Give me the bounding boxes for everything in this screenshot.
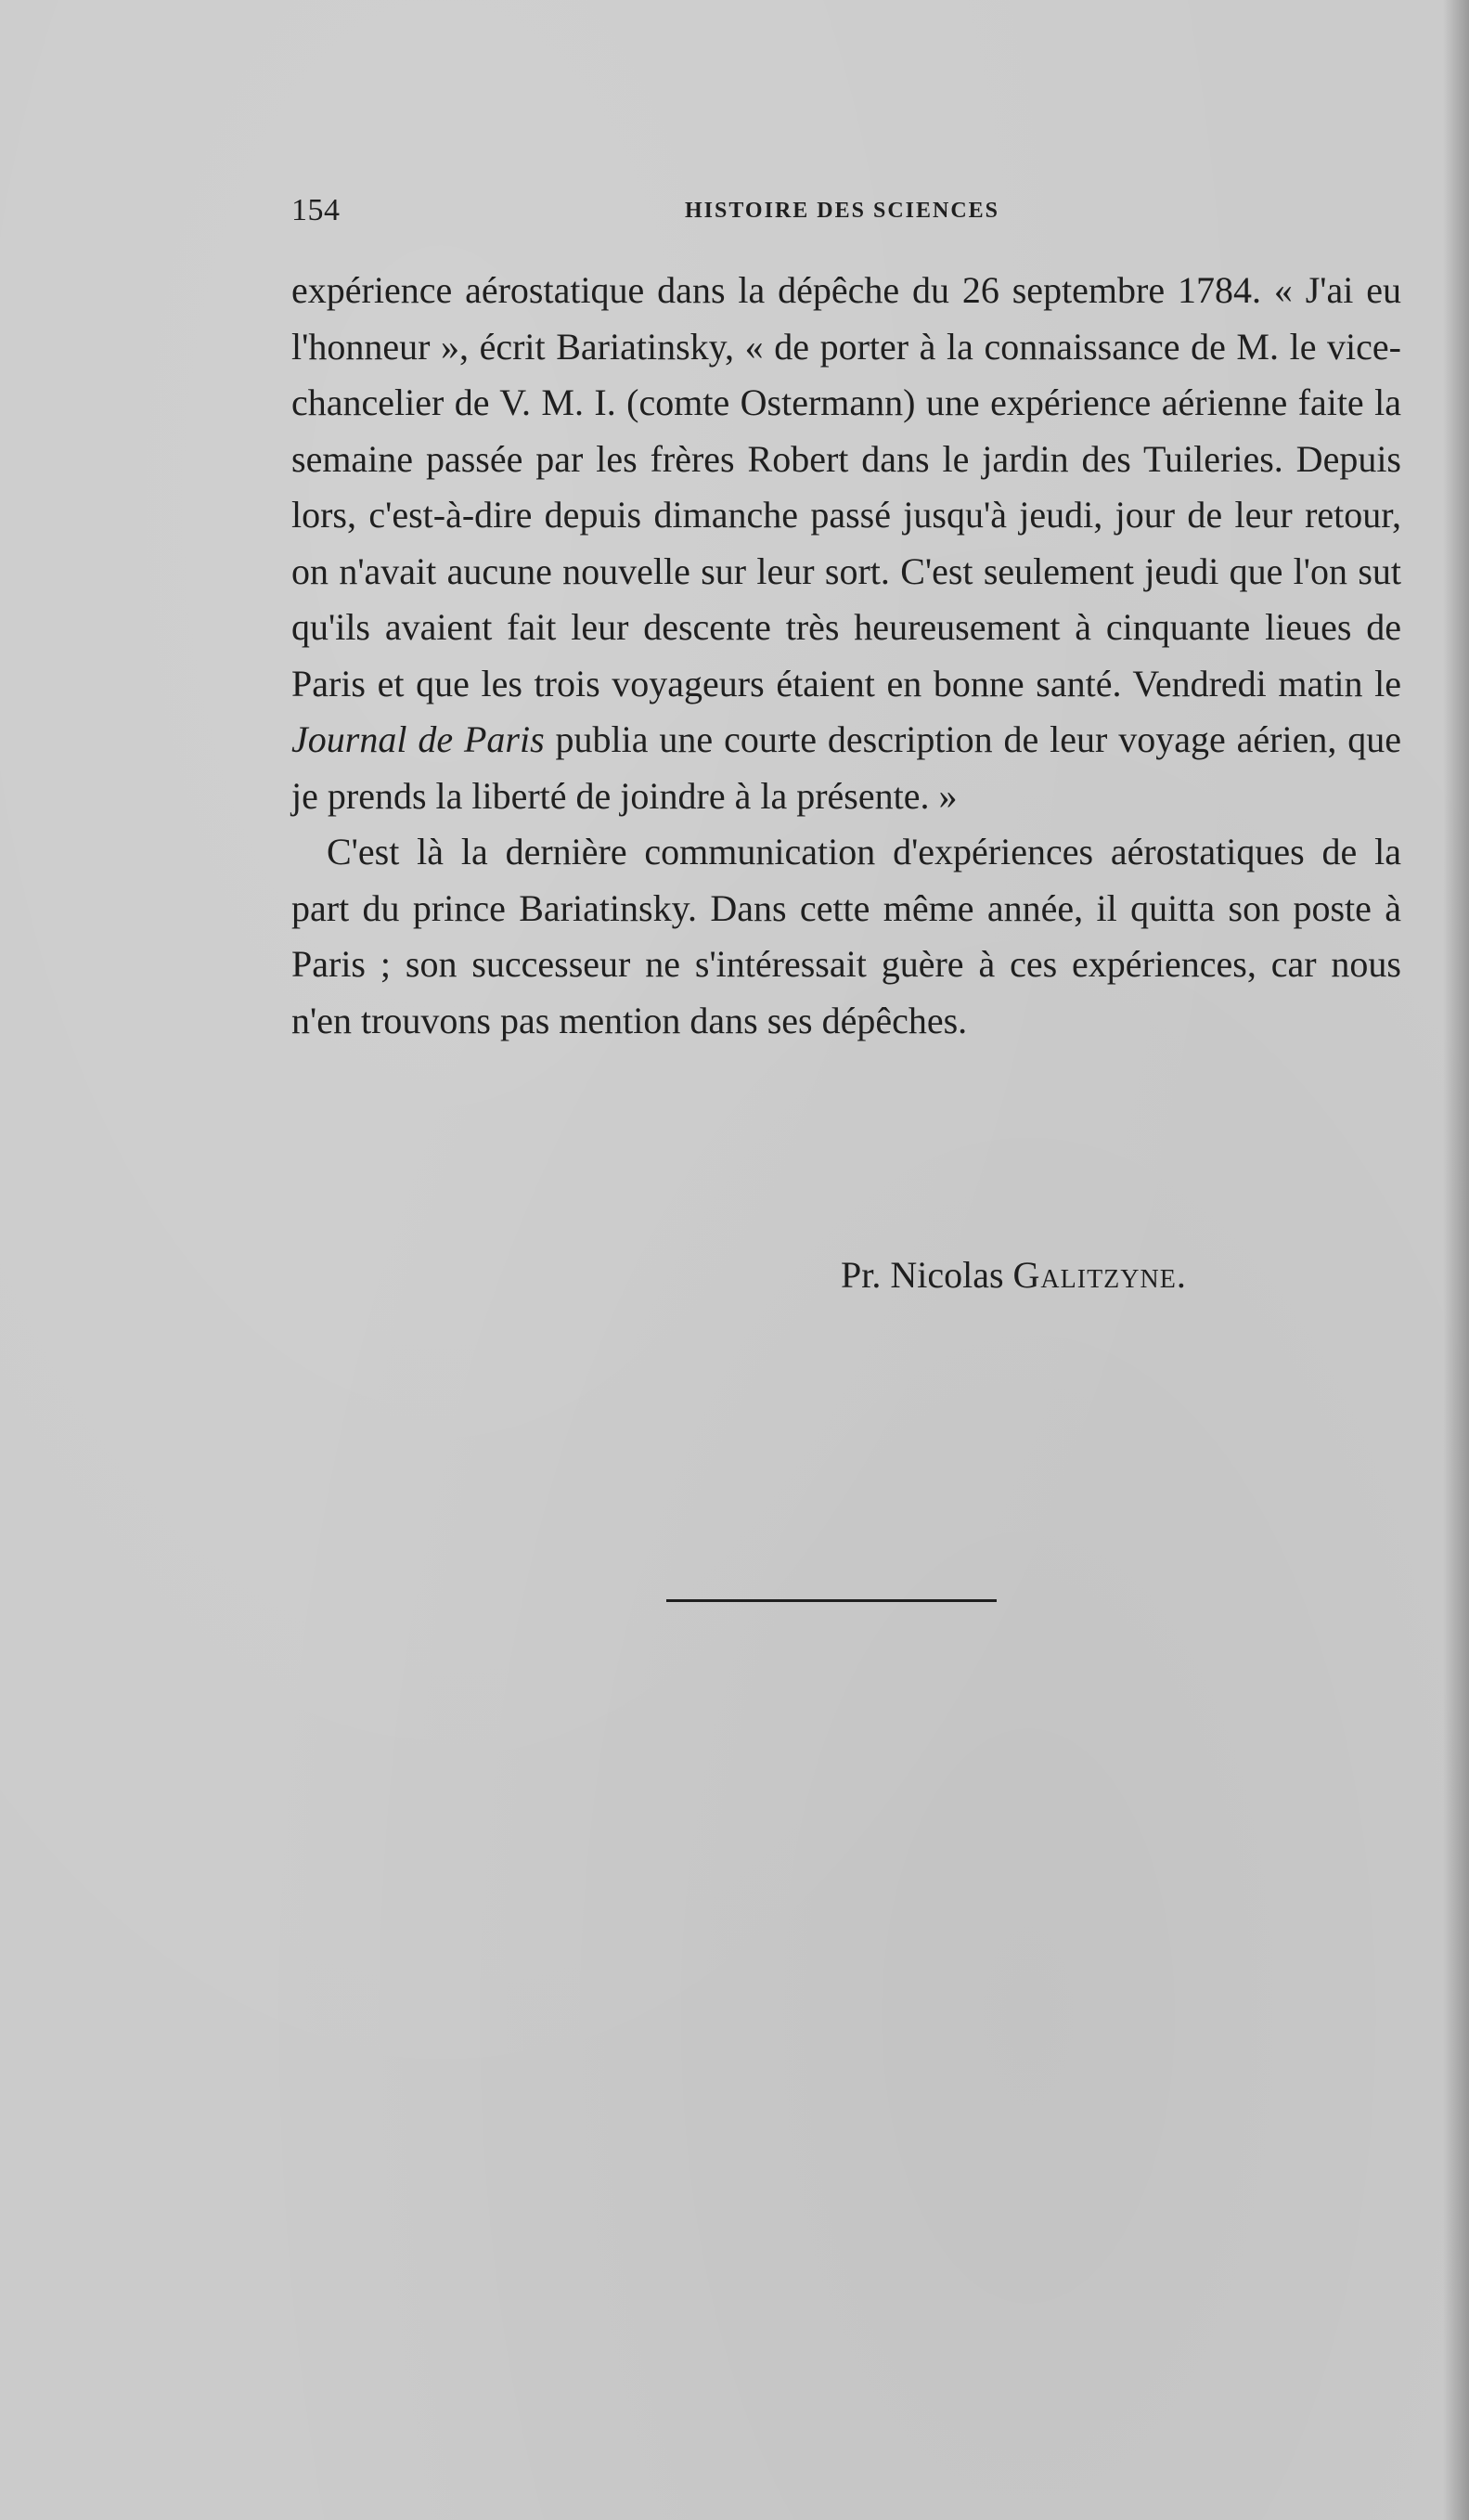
signature-surname: Galitzyne.: [1012, 1254, 1187, 1296]
paragraph-2: C'est là la dernière communication d'expériences aérostatiques de la part du prince Bariatinsky. Dans cette même année, il quitta son poste à Paris ; son successeur ne s'intéressait guère à ces expériences, car nous n'en trouvons pas mention dans ses dépêches.: [291, 831, 1401, 1041]
signature-prefix: Pr. Nicolas: [841, 1254, 1013, 1296]
body-text: [291, 263, 1401, 1049]
running-title: HISTOIRE DES SCIENCES: [685, 199, 1000, 223]
running-head: [291, 193, 1396, 239]
page-edge-shadow: [1443, 0, 1469, 2520]
paragraph-1-text-b: publia une courte description de leur voyage aérien, que je prends la liberté de joindre à la présente. »: [291, 718, 1401, 817]
author-signature: [841, 1253, 1187, 1297]
page-number: 154: [291, 193, 341, 227]
end-rule: [666, 1599, 997, 1602]
paragraph-1-text-a: expérience aérostatique dans la dépêche du 26 septembre 1784. « J'ai eu l'honneur », écrit Bariatinsky, « de porter à la connaissance de M. le vice-chancelier de V. M. I. (comte Ostermann) une expérience aérienne faite la semaine passée par les frères Robert dans le jardin des Tuileries. Depuis lors, c'est-à-dire depuis dimanche passé jusqu'à jeudi, jour de leur retour, on n'avait aucune nouvelle sur leur sort. C'est seulement jeudi que l'on sut qu'ils avaient fait leur descente très heureusement à cinquante lieues de Paris et que les trois voyageurs étaient en bonne santé. Vendredi matin le: [291, 269, 1401, 704]
paragraph-1: [291, 263, 1401, 824]
journal-title: Journal de Paris: [291, 718, 545, 760]
